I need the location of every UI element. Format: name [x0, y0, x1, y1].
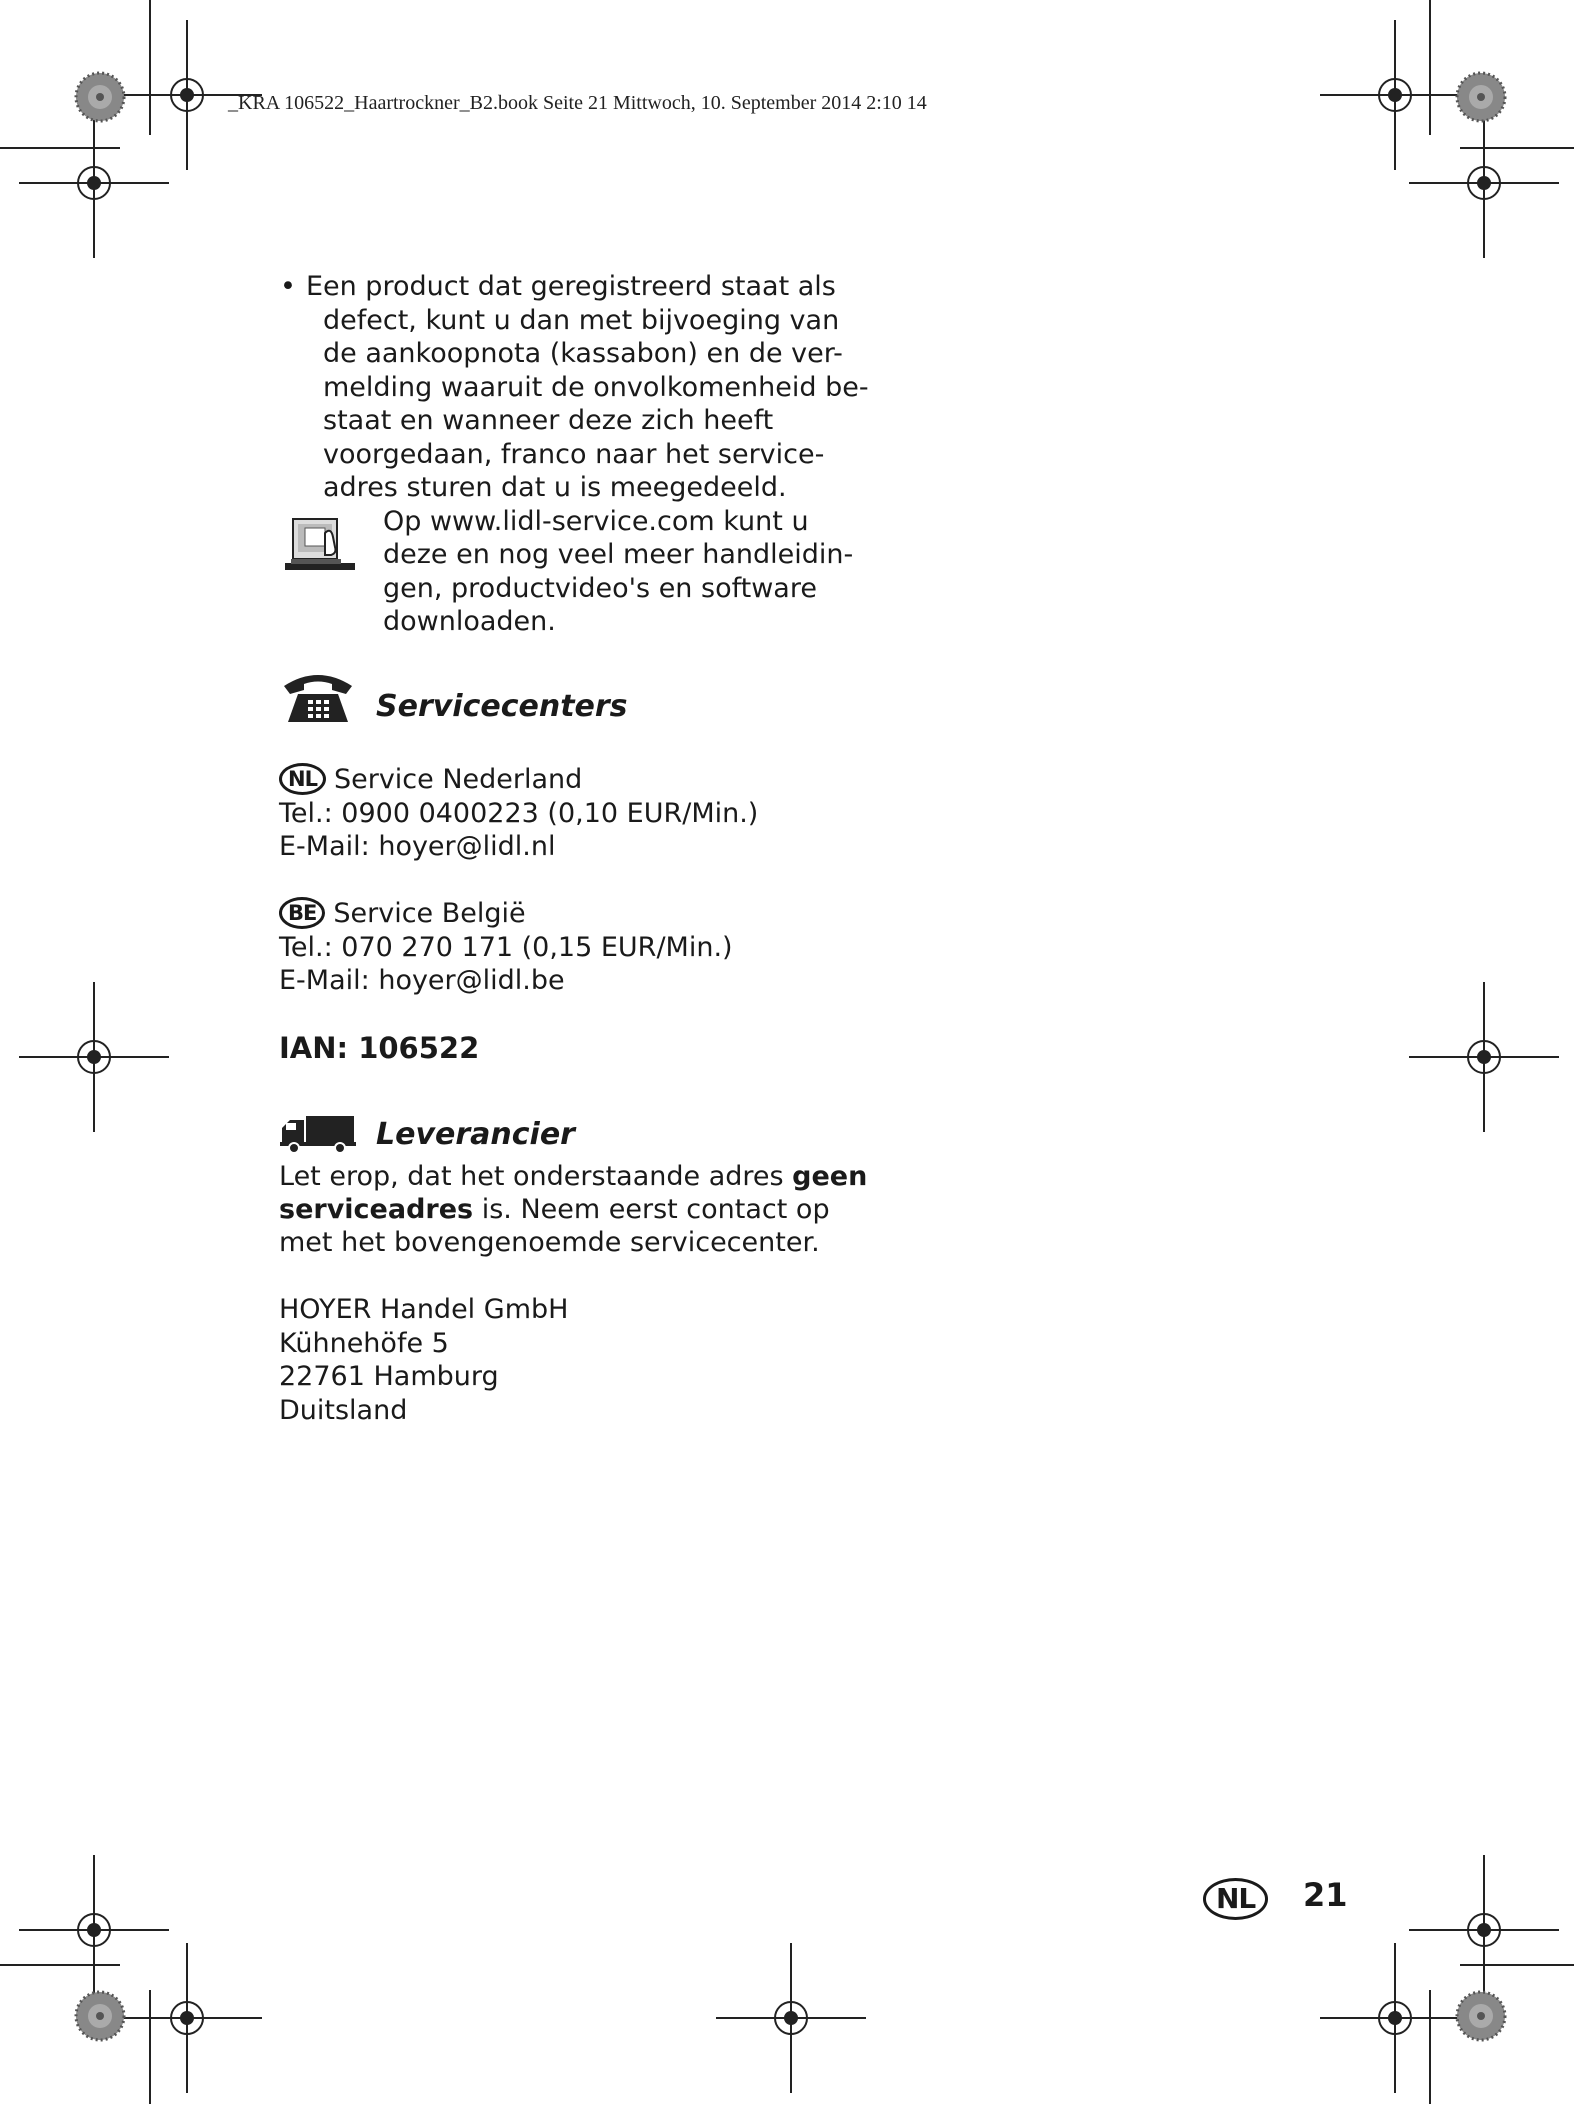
- color-bar-icon: [76, 1992, 124, 2040]
- tip-line-1: Op www.lidl-service.com kunt u: [383, 506, 809, 537]
- bullet-line-7: adres sturen dat u is meegedeeld.: [323, 472, 787, 503]
- service-nl-email: E-Mail: hoyer@lidl.nl: [279, 831, 556, 862]
- registration-mark-icon: [112, 1943, 262, 2093]
- be-country-badge: BE: [279, 897, 325, 929]
- address-line-4: Duitsland: [279, 1395, 408, 1426]
- bullet-line-6: voorgedaan, franco naar het service-: [323, 439, 825, 470]
- bullet-line-4: melding waaruit de onvolkomenheid be-: [323, 372, 869, 403]
- service-nl-tel: Tel.: 0900 0400223 (0,10 EUR/Min.): [279, 798, 759, 829]
- address-line-1: HOYER Handel GmbH: [279, 1294, 569, 1325]
- bullet-line-5: staat en wanneer deze zich heeft: [323, 405, 774, 436]
- leverancier-title: Leverancier: [376, 1117, 575, 1152]
- bullet-line-3: de aankoopnota (kassabon) en de ver-: [323, 338, 843, 369]
- computer-tip-icon: [285, 515, 355, 577]
- service-be-tel: Tel.: 070 270 171 (0,15 EUR/Min.): [279, 932, 733, 963]
- bullet-dot: •: [280, 271, 296, 302]
- color-bar-icon: [1457, 73, 1505, 121]
- bullet-line-1: • Een product dat geregistreerd staat als: [280, 271, 836, 302]
- leverancier-note-line-2: serviceadres is. Neem eerst contact op: [279, 1194, 830, 1225]
- service-nl-name: NL Service Nederland: [279, 763, 582, 797]
- registration-mark-icon: [1409, 982, 1559, 1132]
- leverancier-note-line-1: Let erop, dat het onderstaande adres geen: [279, 1161, 868, 1192]
- registration-mark-icon: [1409, 108, 1559, 258]
- address-line-2: Kühnehöfe 5: [279, 1328, 449, 1359]
- footer-language-badge: NL: [1203, 1878, 1268, 1920]
- address-line-3: 22761 Hamburg: [279, 1361, 499, 1392]
- page-number: 21: [1303, 1876, 1348, 1914]
- registration-mark-icon: [716, 1943, 866, 2093]
- registration-mark-icon: [19, 1855, 169, 2005]
- tip-line-4: downloaden.: [383, 606, 556, 637]
- tip-line-3: gen, productvideo's en software: [383, 573, 817, 604]
- registration-mark-icon: [19, 108, 169, 258]
- truck-icon: [280, 1114, 356, 1154]
- color-bar-icon: [76, 73, 124, 121]
- color-bar-icon: [1457, 1992, 1505, 2040]
- nl-country-badge: NL: [279, 763, 326, 795]
- registration-mark-icon: [1320, 1943, 1470, 2093]
- ian-number: IAN: 106522: [279, 1031, 480, 1065]
- service-be-email: E-Mail: hoyer@lidl.be: [279, 965, 565, 996]
- servicecenters-title: Servicecenters: [376, 689, 628, 724]
- registration-mark-icon: [19, 982, 169, 1132]
- bullet-line-2: defect, kunt u dan met bijvoeging van: [323, 305, 840, 336]
- print-slug: _KRA 106522_Haartrockner_B2.book Seite 21 Mittwoch, 10. September 2014 2:10 14: [228, 92, 927, 114]
- telephone-icon: [280, 670, 356, 726]
- registration-mark-icon: [1409, 1855, 1559, 2005]
- service-be-name: BE Service België: [279, 897, 526, 931]
- leverancier-note-line-3: met het bovengenoemde servicecenter.: [279, 1227, 820, 1258]
- registration-mark-icon: [1320, 20, 1470, 170]
- tip-line-2: deze en nog veel meer handleidin-: [383, 539, 854, 570]
